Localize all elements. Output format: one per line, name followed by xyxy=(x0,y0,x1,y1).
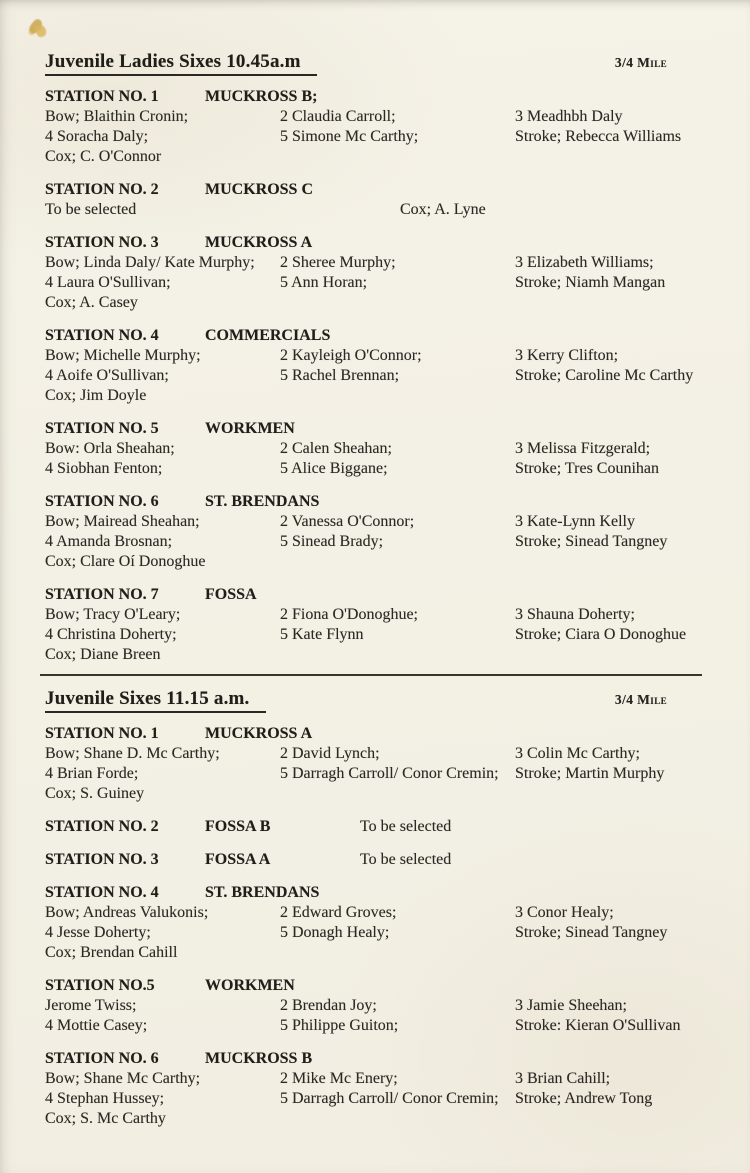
crew-member: 4 Stephan Hussey; xyxy=(45,1090,165,1107)
crew-member: 2 Kayleigh O'Connor; xyxy=(280,347,422,364)
crew-member: 5 Donagh Healy; xyxy=(280,924,390,941)
crew-member: Stroke; Martin Murphy xyxy=(515,765,665,782)
team-name: WORKMEN xyxy=(205,420,295,437)
crew-member: Bow; Mairead Sheahan; xyxy=(45,513,200,530)
crew-member: 3 Kerry Clifton; xyxy=(515,347,619,364)
crew-member: Stroke; Niamh Mangan xyxy=(515,274,666,291)
crew-member: Bow; Linda Daly/ Kate Murphy; xyxy=(45,254,255,271)
crew-member: 4 Jesse Doherty; xyxy=(45,924,151,941)
station-label: STATION NO. 6 xyxy=(45,493,159,510)
crew-member: 3 Meadhbh Daly xyxy=(515,108,623,125)
crew-member: 5 Simone Mc Carthy; xyxy=(280,128,419,145)
station-block xyxy=(45,233,722,313)
crew-member: 2 Claudia Carroll; xyxy=(280,108,396,125)
crew-row xyxy=(45,346,722,366)
crew-row xyxy=(45,107,722,127)
station-label: STATION NO. 7 xyxy=(45,586,159,603)
crew-member: 2 David Lynch; xyxy=(280,745,380,762)
crew-member: Stroke; Caroline Mc Carthy xyxy=(515,367,694,384)
stations-list xyxy=(45,724,722,1129)
station-header xyxy=(45,883,722,903)
team-name: MUCKROSS A xyxy=(205,234,313,251)
section-title-text: Juvenile Sixes 11.15 a.m. xyxy=(45,688,250,709)
station-header xyxy=(45,87,722,107)
crew-member: 2 Brendan Joy; xyxy=(280,997,377,1014)
crew-row xyxy=(45,764,722,784)
team-name: FOSSA xyxy=(205,586,257,603)
station-block xyxy=(45,817,722,837)
crew-member: 4 Mottie Casey; xyxy=(45,1017,148,1034)
cox-entry: Cox; S. Mc Carthy xyxy=(45,1110,166,1127)
crew-member: 4 Soracha Daly; xyxy=(45,128,149,145)
team-name: MUCKROSS B xyxy=(205,1050,313,1067)
selection-row xyxy=(45,200,722,220)
section-header xyxy=(45,50,722,76)
crew-row xyxy=(45,903,722,923)
crew-member: Bow; Michelle Murphy; xyxy=(45,347,201,364)
station-header xyxy=(45,326,722,346)
crew-member: 3 Kate-Lynn Kelly xyxy=(515,513,635,530)
crew-member: 3 Conor Healy; xyxy=(515,904,614,921)
crew-member: Bow; Shane Mc Carthy; xyxy=(45,1070,201,1087)
crew-row xyxy=(45,532,722,552)
crew-member: 4 Christina Doherty; xyxy=(45,626,177,643)
team-name: MUCKROSS C xyxy=(205,181,314,198)
team-name: FOSSA B xyxy=(205,818,271,835)
cox-entry: Cox; C. O'Connor xyxy=(45,148,162,165)
crew-member: Jerome Twiss; xyxy=(45,997,137,1014)
cox-entry: Cox; Diane Breen xyxy=(45,646,161,663)
team-name: FOSSA A xyxy=(205,851,271,868)
station-header xyxy=(45,419,722,439)
crew-member: Stroke; Ciara O Donoghue xyxy=(515,626,687,643)
station-block xyxy=(45,87,722,167)
crew-member: 5 Philippe Guiton; xyxy=(280,1017,399,1034)
stations-list xyxy=(45,87,722,665)
crew-member: Stroke; Andrew Tong xyxy=(515,1090,653,1107)
station-label: STATION NO. 1 xyxy=(45,88,159,105)
crew-member: 4 Amanda Brosnan; xyxy=(45,533,173,550)
crew-row xyxy=(45,512,722,532)
station-label: STATION NO. 3 xyxy=(45,851,159,868)
section-title-text: Juvenile Ladies Sixes 10.45a.m xyxy=(45,51,301,72)
program-content xyxy=(45,50,722,1129)
crew-member: 2 Edward Groves; xyxy=(280,904,397,921)
cox-entry: Cox; Brendan Cahill xyxy=(45,944,178,961)
paper-smudge xyxy=(27,16,51,42)
station-block xyxy=(45,419,722,479)
crew-row xyxy=(45,923,722,943)
crew-member: 4 Siobhan Fenton; xyxy=(45,460,163,477)
crew-member: Stroke; Rebecca Williams xyxy=(515,128,682,145)
crew-member: Bow: Orla Sheahan; xyxy=(45,440,175,457)
crew-member: 5 Rachel Brennan; xyxy=(280,367,400,384)
team-name: COMMERCIALS xyxy=(205,327,331,344)
station-label: STATION NO. 3 xyxy=(45,234,159,251)
crew-member: Stroke; Sinead Tangney xyxy=(515,533,668,550)
station-header xyxy=(45,850,722,870)
section-header xyxy=(45,687,722,713)
station-block xyxy=(45,976,722,1036)
crew-row xyxy=(45,439,722,459)
crew-row xyxy=(45,459,722,479)
section-divider xyxy=(40,674,702,676)
crew-row xyxy=(45,625,722,645)
crew-member: Stroke; Tres Counihan xyxy=(515,460,660,477)
crew-member: Bow; Shane D. Mc Carthy; xyxy=(45,745,220,762)
crew-member: Stroke; Sinead Tangney xyxy=(515,924,668,941)
station-label: STATION NO. 4 xyxy=(45,884,159,901)
crew-row xyxy=(45,127,722,147)
station-block xyxy=(45,492,722,572)
crew-member: 4 Brian Forde; xyxy=(45,765,139,782)
crew-member: 3 Elizabeth Williams; xyxy=(515,254,654,271)
crew-member: 5 Kate Flynn xyxy=(280,626,364,643)
station-label: STATION NO. 4 xyxy=(45,327,159,344)
crew-row xyxy=(45,605,722,625)
station-header xyxy=(45,585,722,605)
crew-row xyxy=(45,1016,722,1036)
crew-member: 3 Colin Mc Carthy; xyxy=(515,745,640,762)
team-name: WORKMEN xyxy=(205,977,295,994)
crew-row xyxy=(45,996,722,1016)
crew-member: Bow; Andreas Valukonis; xyxy=(45,904,209,921)
cox-entry: Cox; Jim Doyle xyxy=(45,387,147,404)
selection-note: To be selected xyxy=(360,851,452,868)
distance-label: 3/4 Mile xyxy=(614,692,667,707)
crew-member: 5 Sinead Brady; xyxy=(280,533,384,550)
crew-member: 5 Darragh Carroll/ Conor Cremin; xyxy=(280,765,499,782)
crew-row xyxy=(45,253,722,273)
race-section-juvenile-sixes xyxy=(45,687,722,1129)
station-header xyxy=(45,1049,722,1069)
crew-member: Bow; Blaithin Cronin; xyxy=(45,108,189,125)
station-label: STATION NO. 2 xyxy=(45,181,159,198)
distance-label: 3/4 Mile xyxy=(614,55,667,70)
crew-member: 2 Sheree Murphy; xyxy=(280,254,396,271)
station-header xyxy=(45,817,722,837)
station-block xyxy=(45,180,722,220)
cox-entry: Cox; A. Casey xyxy=(45,294,138,311)
crew-member: 4 Laura O'Sullivan; xyxy=(45,274,171,291)
crew-member: 2 Mike Mc Enery; xyxy=(280,1070,398,1087)
station-label: STATION NO.5 xyxy=(45,977,155,994)
crew-member: 3 Brian Cahill; xyxy=(515,1070,611,1087)
station-block xyxy=(45,850,722,870)
selection-note: To be selected xyxy=(45,201,137,218)
section-title xyxy=(45,50,317,76)
crew-member: 2 Vanessa O'Connor; xyxy=(280,513,415,530)
crew-member: 2 Fiona O'Donoghue; xyxy=(280,606,418,623)
selection-note: To be selected xyxy=(360,818,452,835)
crew-row xyxy=(45,744,722,764)
station-header xyxy=(45,976,722,996)
station-block xyxy=(45,883,722,963)
crew-member: Bow; Tracy O'Leary; xyxy=(45,606,181,623)
crew-member: 5 Darragh Carroll/ Conor Cremin; xyxy=(280,1090,499,1107)
team-name: ST. BRENDANS xyxy=(205,884,320,901)
crew-member: 4 Aoife O'Sullivan; xyxy=(45,367,169,384)
station-header xyxy=(45,180,722,200)
crew-member: 3 Jamie Sheehan; xyxy=(515,997,627,1014)
crew-row xyxy=(45,1069,722,1089)
crew-row xyxy=(45,1089,722,1109)
team-name: ST. BRENDANS xyxy=(205,493,320,510)
station-header xyxy=(45,492,722,512)
team-name: MUCKROSS B; xyxy=(205,88,318,105)
station-block xyxy=(45,326,722,406)
cox-entry: Cox; Clare Oí Donoghue xyxy=(45,553,206,570)
race-section-juvenile-ladies-sixes xyxy=(45,50,722,665)
crew-member: 2 Calen Sheahan; xyxy=(280,440,392,457)
crew-member: 3 Melissa Fitzgerald; xyxy=(515,440,651,457)
station-label: STATION NO. 2 xyxy=(45,818,159,835)
station-header xyxy=(45,724,722,744)
section-title xyxy=(45,687,266,713)
crew-member: 3 Shauna Doherty; xyxy=(515,606,635,623)
station-block xyxy=(45,1049,722,1129)
crew-member: 5 Alice Biggane; xyxy=(280,460,388,477)
team-name: MUCKROSS A xyxy=(205,725,313,742)
crew-row xyxy=(45,366,722,386)
station-label: STATION NO. 6 xyxy=(45,1050,159,1067)
station-label: STATION NO. 1 xyxy=(45,725,159,742)
station-block xyxy=(45,585,722,665)
cox-entry: Cox; S. Guiney xyxy=(45,785,145,802)
station-header xyxy=(45,233,722,253)
crew-member: Stroke: Kieran O'Sullivan xyxy=(515,1017,681,1034)
cox-entry: Cox; A. Lyne xyxy=(400,201,486,218)
crew-member: 5 Ann Horan; xyxy=(280,274,368,291)
station-block xyxy=(45,724,722,804)
station-label: STATION NO. 5 xyxy=(45,420,159,437)
crew-row xyxy=(45,273,722,293)
